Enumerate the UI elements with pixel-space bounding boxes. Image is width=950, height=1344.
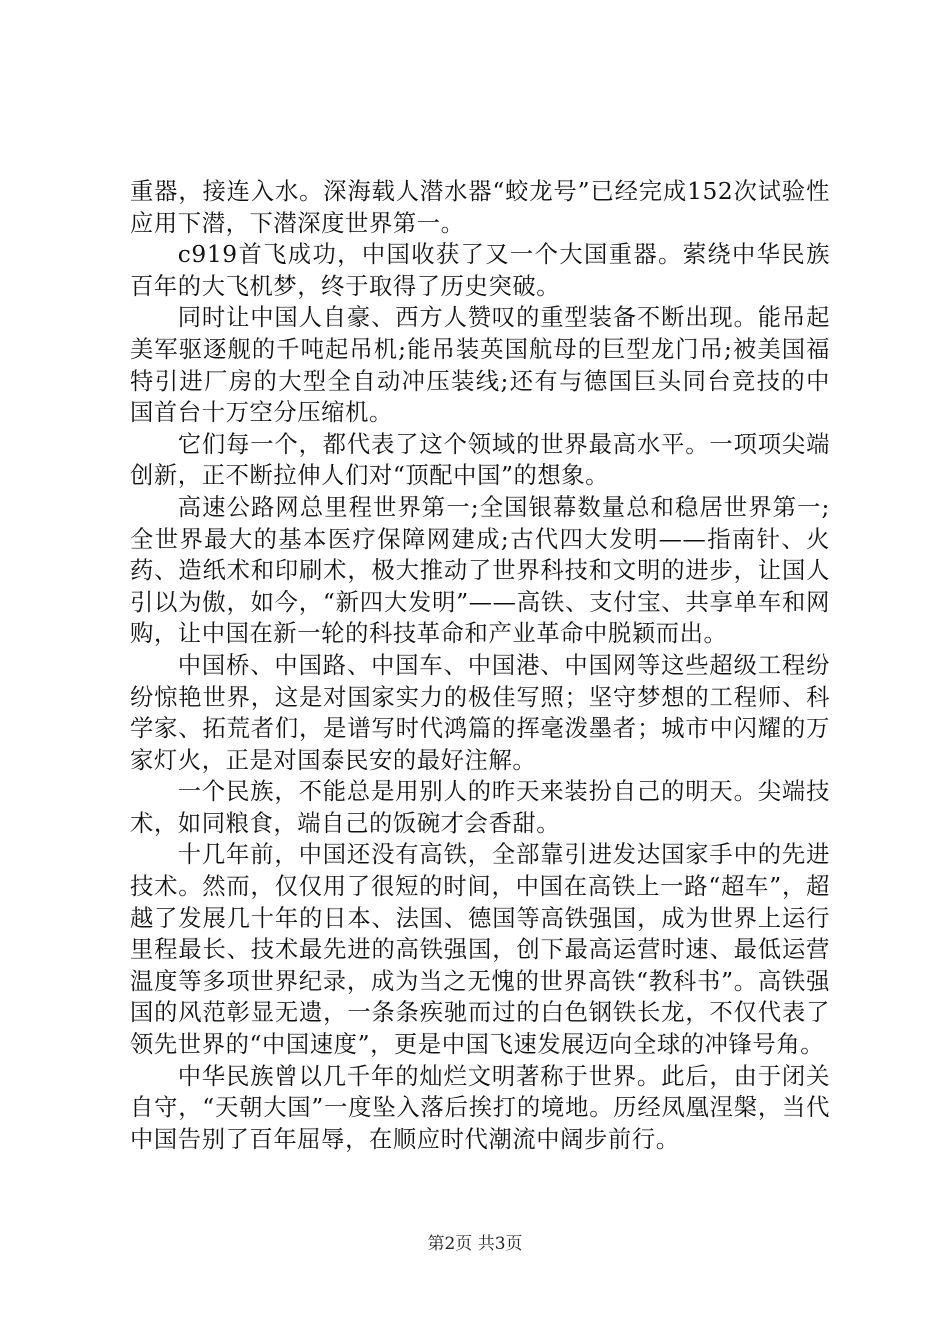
page-number-footer: 第2页 共3页 [427,1234,523,1254]
paragraph: 高速公路网总里程世界第一;全国银幕数量总和稳居世界第一;全世界最大的基本医疗保障网建成;古代四大发明——指南针、火药、造纸术和印刷术，极大推动了世界科技和文明的进步，让国人引以为傲，如今，“新四大发明”——高铁、支付宝、共享单车和网购，让中国在新一轮的科技革命和产业革命中脱颖而出。 [130,493,830,648]
paragraph: 一个民族，不能总是用别人的昨天来装扮自己的明天。尖端技术，如同粮食，端自己的饭碗才会香甜。 [130,778,830,837]
paragraph: 中国桥、中国路、中国车、中国港、中国网等这些超级工程纷纷惊艳世界，这是对国家实力的极佳写照；坚守梦想的工程师、科学家、拓荒者们，是谱写时代鸿篇的挥毫泼墨者；城市中闪耀的万家灯火，正是对国泰民安的最好注解。 [130,651,830,774]
paragraph: 十几年前，中国还没有高铁，全部靠引进发达国家手中的先进技术。然而，仅仅用了很短的时间，中国在高铁上一路“超车”，超越了发展几十年的日本、法国、德国等高铁强国，成为世界上运行里程最长、技术最先进的高铁强国，创下最高运营时速、最低运营温度等多项世界纪录，成为当之无愧的世界高铁“教科书”。高铁强国的风范彰显无遗，一条条疾驰而过的白色钢铁长龙，不仅代表了领先世界的“中国速度”，更是中国飞速发展迈向全球的冲锋号角。 [130,841,830,1059]
paragraph: 它们每一个，都代表了这个领域的世界最高水平。一项项尖端创新，正不断拉伸人们对“顶配中国”的想象。 [130,430,830,490]
paragraph-continued: 重器，接连入水。深海载人潜水器“蛟龙号”已经完成152次试验性应用下潜，下潜深度世界第一。 [130,178,830,237]
document-body [130,176,830,1155]
paragraph: 同时让中国人自豪、西方人赞叹的重型装备不断出现。能吊起美军驱逐舰的千吨起吊机;能吊装英国航母的巨型龙门吊;被美国福特引进厂房的大型全自动冲压装线;还有与德国巨头同台竞技的中国首台十万空分压缩机。 [130,304,830,427]
paragraph: c919首飞成功，中国收获了又一个大国重器。萦绕中华民族百年的大飞机梦，终于取得了历史突破。 [130,241,830,300]
paragraph: 中华民族曾以几千年的灿烂文明著称于世界。此后，由于闭关自守，“天朝大国”一度坠入落后挨打的境地。历经凤凰涅槃，当代中国告别了百年屈辱，在顺应时代潮流中阔步前行。 [130,1062,830,1153]
